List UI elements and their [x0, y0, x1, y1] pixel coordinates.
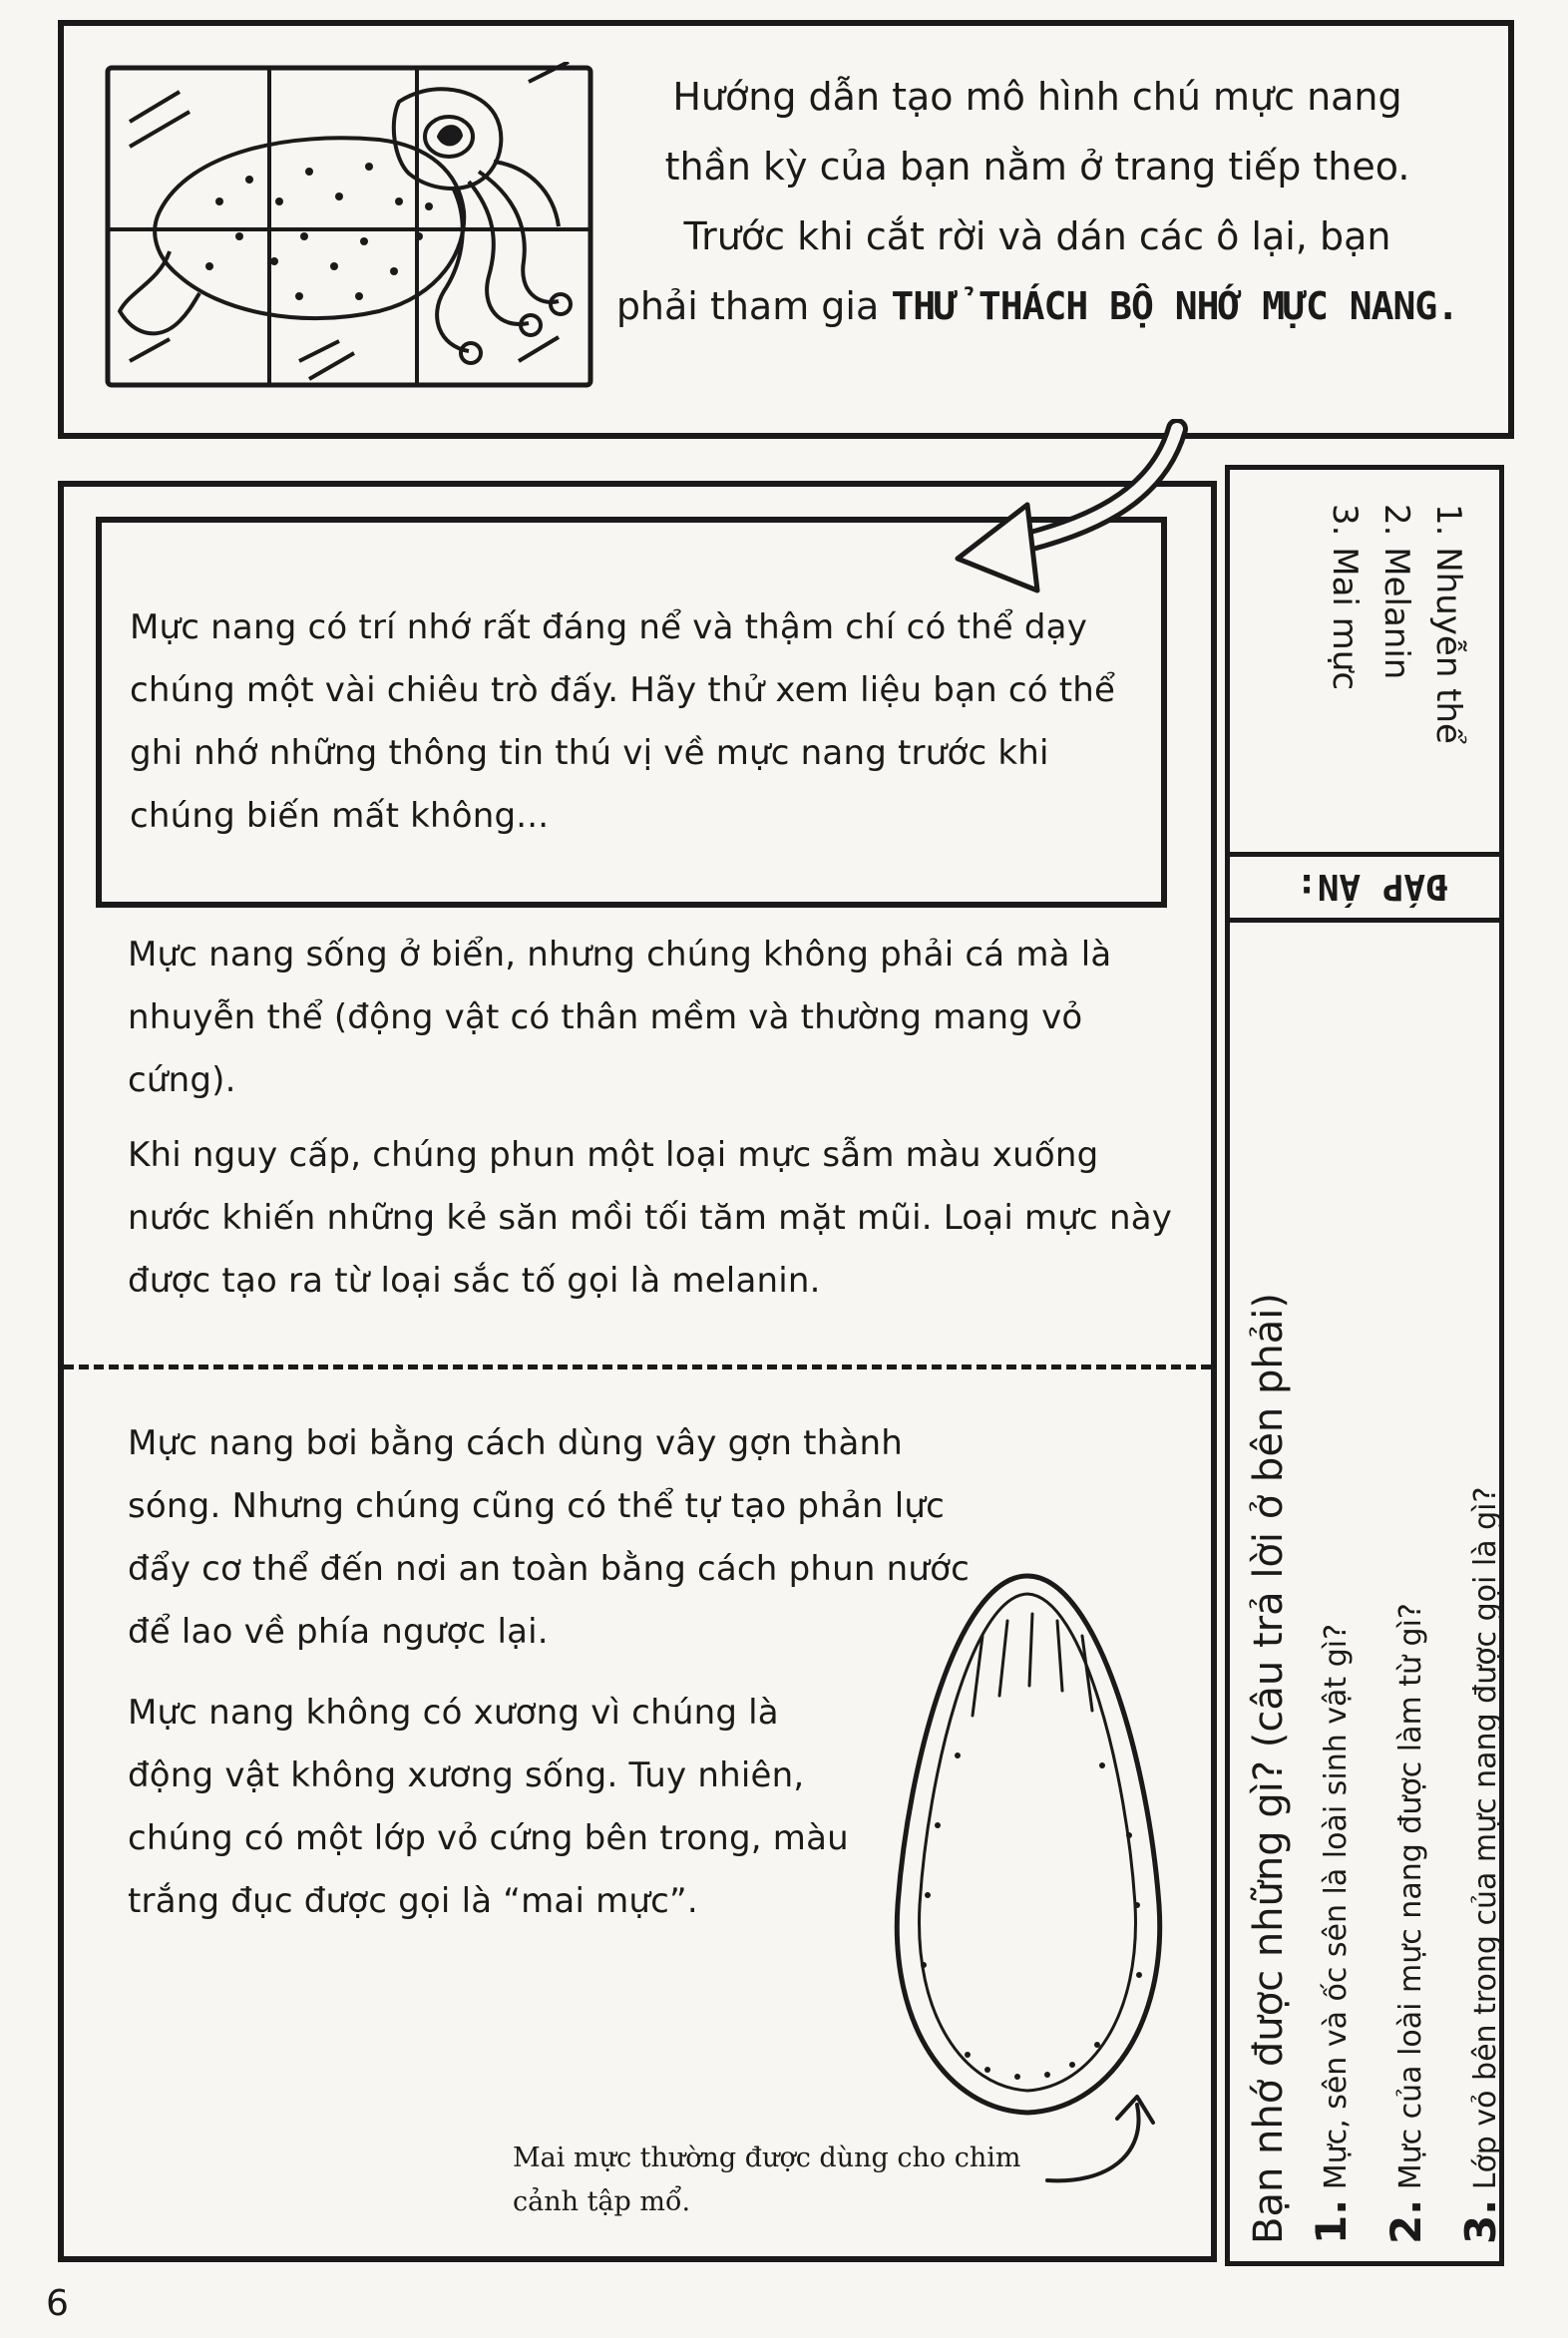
fact-cuttlebone: Mực nang không có xương vì chúng là động vật không xương sống. Tuy nhiên, chúng có một lớp vỏ cứng bên trong, màu trắng đục được gọi là “mai mực”.: [128, 1693, 849, 1921]
answers-title: ĐÁP ÁN:: [1296, 866, 1447, 907]
challenge-title: THỬ THÁCH BỘ NHỚ MỰC NANG.: [891, 284, 1459, 328]
intro-text: [598, 62, 1476, 341]
cuttlebone-illustration: [868, 1566, 1187, 2135]
intro-line-3: Trước khi cắt rời và dán các ô lại, bạn: [683, 214, 1391, 258]
quiz-title: Bạn nhớ được những gì? (câu trả lời ở bên phải): [1246, 1293, 1292, 2244]
intro-line-1: Hướng dẫn tạo mô hình chú mực nang: [672, 75, 1402, 119]
caption-line-2: cảnh tập mổ.: [513, 2186, 691, 2217]
fact-swimming: Mực nang bơi bằng cách dùng vây gợn thành sóng. Nhưng chúng cũng có thể tự tạo phản lực đẩy cơ thể đến nơi an toàn bằng cách phun nước để lao về phía ngược lại.: [128, 1423, 970, 1652]
fact-mollusc: Mực nang sống ở biển, nhưng chúng không phải cá mà là nhuyễn thể (động vật có thân mềm và thường mang vỏ cứng).: [128, 935, 1112, 1100]
fact-ink: Khi nguy cấp, chúng phun một loại mực sẫm màu xuống nước khiến những kẻ săn mồi tối tăm mặt mũi. Loại mực này được tạo ra từ loại sắc tố gọi là melanin.: [128, 1135, 1173, 1301]
quiz-question-2: [1372, 948, 1446, 2244]
quote-text: Mực nang có trí nhớ rất đáng nể và thậm chí có thể dạy chúng một vài chiêu trò đấy. Hãy thử xem liệu bạn có thể ghi nhớ những thông tin thú vị về mực nang trước khi chúng biến mất không...: [130, 607, 1116, 836]
answer-2: 2. Melanin: [1376, 504, 1416, 680]
curved-arrow-icon: [928, 419, 1227, 618]
quiz-question-3: [1446, 948, 1521, 2244]
cuttlebone-caption: [513, 2137, 1131, 2224]
quiz-question-1-text: Mực, sên và ốc sên là loài sinh vật gì?: [1319, 1624, 1354, 2190]
quiz: [1241, 948, 1521, 2244]
answers-list: [1319, 504, 1474, 744]
page-number: 6: [46, 2283, 69, 2324]
intro-line-4-prefix: phải tham gia: [615, 284, 892, 328]
quiz-question-1: [1297, 948, 1372, 2244]
facts-top: [128, 924, 1175, 1325]
answers-divider-bottom: [1225, 918, 1504, 923]
answer-3: 3. Mai mực: [1325, 504, 1365, 691]
quiz-question-3-text: Lớp vỏ bên trong của mực nang được gọi là gì?: [1468, 1486, 1503, 2190]
caption-line-1: Mai mực thường được dùng cho chim: [513, 2143, 1021, 2173]
quiz-question-2-number: 2.: [1381, 2198, 1430, 2244]
intro-line-4: [598, 271, 1476, 341]
intro-line-2: thần kỳ của bạn nằm ở trang tiếp theo.: [664, 145, 1410, 189]
answer-1: 1. Nhuyễn thể: [1428, 504, 1468, 744]
quiz-question-3-number: 3.: [1456, 2198, 1505, 2244]
cuttlefish-puzzle-illustration: [100, 62, 598, 391]
dashed-divider: [64, 1364, 1211, 1369]
quiz-question-2-text: Mực của loài mực nang được làm từ gì?: [1393, 1603, 1428, 2190]
answers-title-box: [1267, 854, 1476, 918]
quiz-question-1-number: 1.: [1307, 2198, 1356, 2244]
